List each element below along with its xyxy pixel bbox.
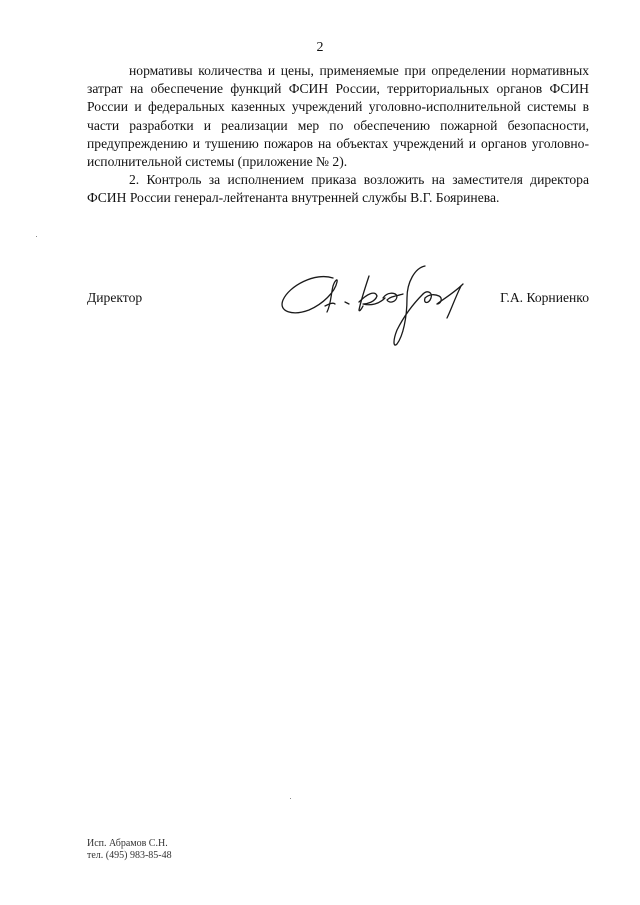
executor-footer bbox=[87, 838, 172, 862]
scan-speck bbox=[290, 798, 291, 799]
body-text bbox=[87, 62, 589, 208]
paragraph-control-order: 2. Контроль за исполнением приказа возложить на заместителя директора ФСИН России генерал-лейтенанта внутренней службы В.Г. Бояринева. bbox=[87, 172, 589, 206]
paragraph-continuation: нормативы количества и цены, применяемые при определении нормативных затрат на обеспечение функций ФСИН России, территориальных органов ФСИН России и федеральных казенных учреждений уголовно-исполнительной системы в части разработки и реализации мер по обеспечению пожарной безопасности, предупреждению и тушению пожаров на объектах учреждений и органов уголовно-исполнительной системы (приложение № 2). bbox=[87, 63, 589, 170]
signatory-title: Директор bbox=[87, 290, 143, 305]
scan-speck bbox=[36, 236, 37, 237]
page-number: 2 bbox=[316, 40, 324, 55]
handwritten-signature bbox=[275, 258, 475, 358]
signatory-name: Г.А. Корниенко bbox=[500, 290, 589, 305]
executor-phone: тел. (495) 983-85-48 bbox=[87, 850, 172, 861]
executor-name: Исп. Абрамов С.Н. bbox=[87, 838, 168, 849]
